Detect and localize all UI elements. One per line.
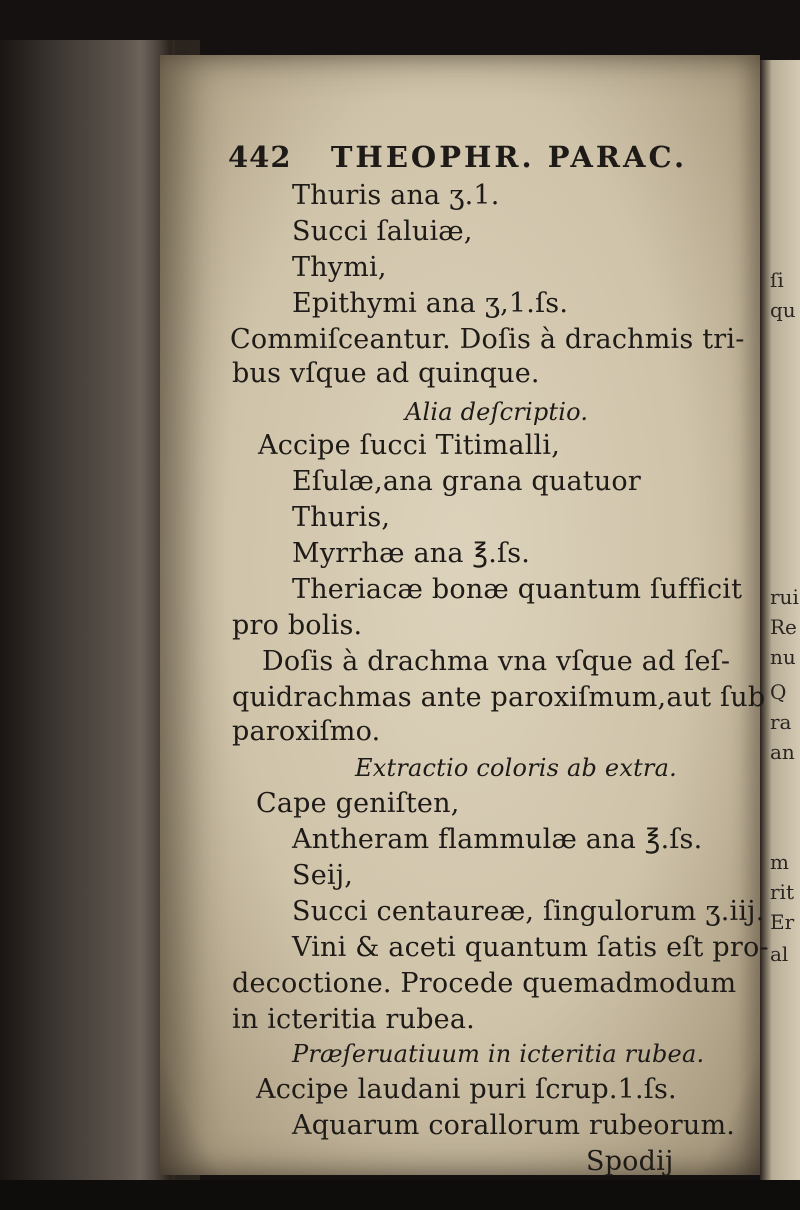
facing-fragment: al (770, 942, 789, 966)
facing-fragment: Q (770, 680, 787, 704)
section-heading: Præſeruatiuum in icteritia rubea. (292, 1040, 705, 1068)
text-line: pro bolis. (232, 610, 363, 641)
text-line: Doſis à drachma vna vſque ad ſeſ- (262, 646, 731, 677)
facing-fragment: m (770, 850, 789, 874)
section-heading: Alia deſcriptio. (405, 398, 589, 426)
text-line: Seij, (292, 860, 354, 891)
page-number: 442 (228, 140, 292, 174)
text-line: Antheram flammulæ ana ℥.ſs. (292, 824, 703, 855)
text-line: decoctione. Procede quemadmodum (232, 968, 737, 999)
text-line: Epithymi ana ʒ,1.ſs. (292, 288, 569, 319)
text-line: quidrachmas ante paroxiſmum,aut ſub (232, 682, 766, 713)
facing-fragment: ſi (770, 268, 784, 292)
text-line: Myrrhæ ana ℥.ſs. (292, 538, 531, 569)
facing-fragment: rit (770, 880, 794, 904)
facing-page-edge (760, 60, 800, 1180)
facing-fragment: Er (770, 910, 795, 934)
text-line: Thuris ana ʒ.1. (292, 180, 500, 211)
text-line: Theriacæ bonæ quantum ſufficit (292, 574, 743, 605)
text-line: Accipe laudani puri ſcrup.1.ſs. (256, 1074, 677, 1105)
text-line: Thymi, (292, 252, 387, 283)
text-line: Cape geniſten, (256, 788, 460, 819)
running-head: THEOPHR. PARAC. (330, 140, 688, 174)
facing-fragment: rui (770, 585, 799, 609)
facing-fragment: Re (770, 615, 797, 639)
facing-fragment: an (770, 740, 795, 764)
text-line: Vini & aceti quantum ſatis eſt pro- (292, 932, 769, 963)
facing-fragment: ra (770, 710, 792, 734)
facing-fragment: qu (770, 298, 796, 322)
text-line: Accipe ſucci Titimalli, (258, 430, 560, 461)
catchword: Spodij (586, 1146, 674, 1177)
text-line: in icteritia rubea. (232, 1004, 475, 1035)
text-line: Succi centaureæ, ſingulorum ʒ.iij. (292, 896, 765, 927)
text-line: Commiſceantur. Doſis à drachmis tri- (230, 324, 745, 355)
text-line: Thuris, (292, 502, 391, 533)
section-heading: Extractio coloris ab extra. (355, 754, 677, 782)
text-line: Eſulæ,ana grana quatuor (292, 466, 641, 497)
text-line: Aquarum corallorum rubeorum. (292, 1110, 736, 1141)
text-line: Succi ſaluiæ, (292, 216, 473, 247)
text-line: paroxiſmo. (232, 716, 381, 747)
text-line: bus vſque ad quinque. (232, 358, 540, 389)
scan-bottom-margin (0, 1180, 800, 1210)
facing-fragment: nu (770, 645, 796, 669)
page-header (228, 140, 687, 174)
